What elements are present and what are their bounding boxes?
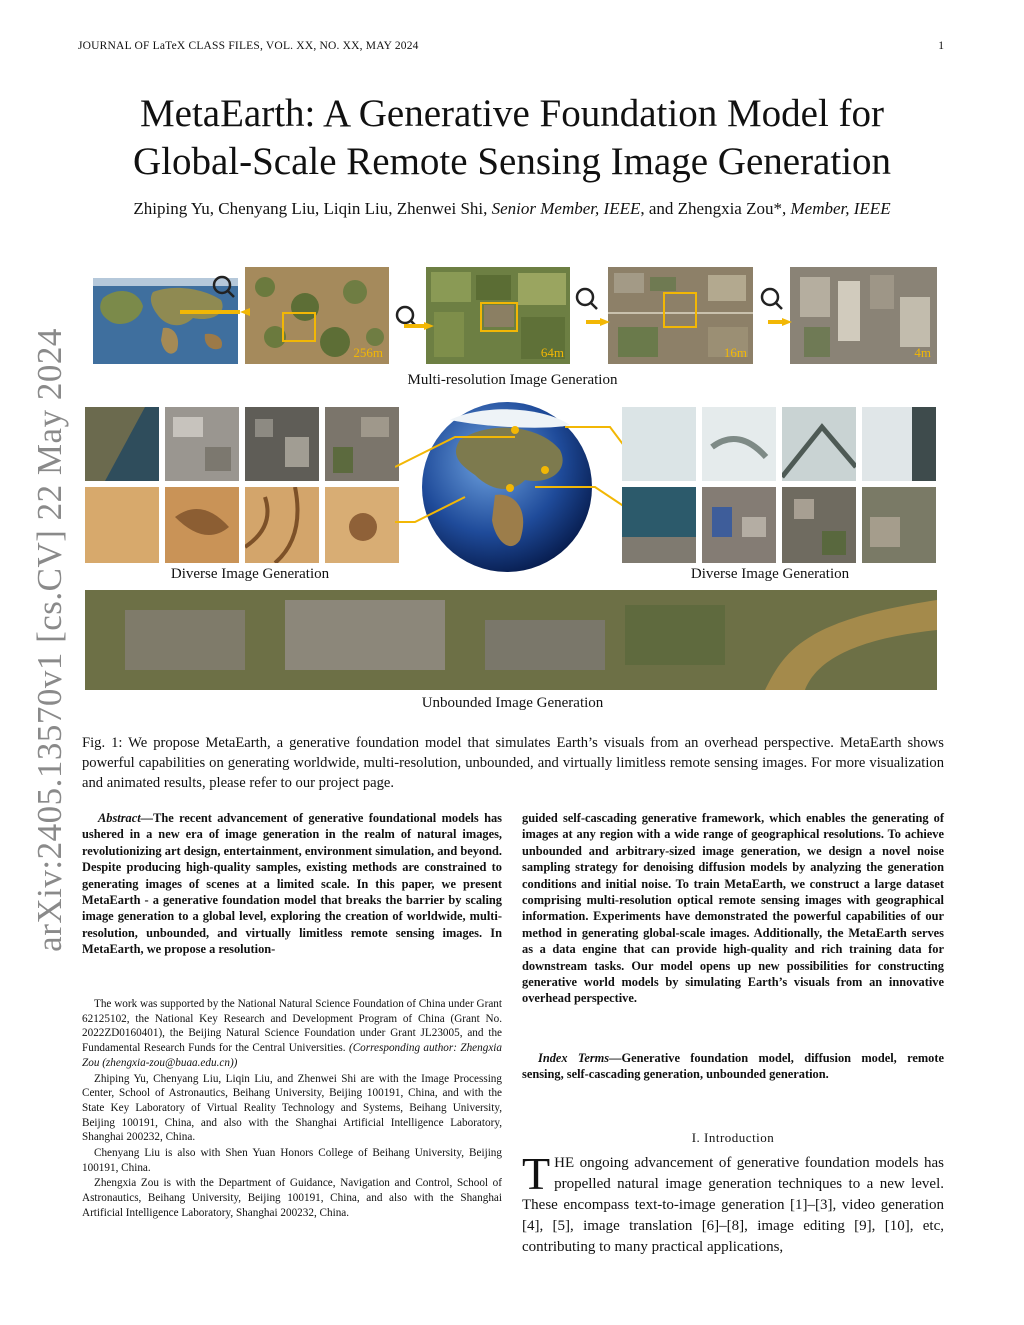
abstract-text-left: The recent advancement of generative foundational models has ushered in a new era of image generation in the realm of natural images, revolutionizing art design, entertainment, environment simulation, and beyond. Despite producing high-quality samples, existing methods are constrained to generating images of scenes at a limited scale. In this paper, we present MetaEarth - a generative foundation model that breaks the barrier by scaling image generation to a global level, exploring the creation of worldwide, multi-resolution, unbounded, and virtually limitless remote sensing images. In MetaEarth, we propose a resolution- (82, 811, 502, 957)
globe-pointer-lines (395, 407, 625, 567)
arxiv-watermark: arXiv:2405.13570v1 [cs.CV] 22 May 2024 (30, 328, 69, 952)
author-names-2: , and Zhengxia Zou*, (640, 199, 791, 218)
footnote-affiliation: Zhiping Yu, Chenyang Liu, Liqin Liu, and Zhenwei Shi are with the Image Processing Center, School of Astronautics, Beihang University, Beijing 100191, China, and with the State Key Laboratory of Virtual Reality Technology and Systems, Beihang University, Beijing 100191, China, and also with the Shanghai Artificial Intelligence Laboratory, Shanghai 200232, China. (82, 1072, 502, 1144)
footnote-funding: The work was supported by the National Natural Science Foundation of China under Grant 62125102, the National Key Research and Development Program of China (Grant No. 2022ZD0160401), the Beijing Natural Science Foundation under Grant JL23005, and the Fundamental Research Funds for the Central Universities. (Corresponding author: Zhengxia Zou (zhengxia-zou@buaa.edu.cn)) (82, 998, 502, 1069)
footnotes (82, 997, 502, 1222)
introduction-text: HE ongoing advancement of generative foundation models has propelled natural image generation techniques to a new level. These encompass text-to-image generation [1]–[3], video generation [4], [5], image translation [6]–[8], image editing [9], [10], etc, contributing to many practical applications, (522, 1155, 944, 1255)
diverse-tile-urban-3 (325, 407, 399, 481)
title-line-2: Global-Scale Remote Sensing Image Generation (132, 140, 892, 183)
diverse-tile-desert-4 (325, 487, 399, 563)
page-number: 1 (938, 40, 944, 52)
abstract-lead: Abstract— (98, 811, 154, 825)
footnote-zou: Zhengxia Zou is with the Department of Guidance, Navigation and Control, School of Astronautics, Beihang University, Beijing 100191, China, and also with the Shanghai Artificial Intelligence Laboratory, Shanghai 200232, China. (82, 1177, 502, 1219)
abstract-right: guided self-cascading generative framework, which enables the generating of images at any region with a wide range of geographical resolutions. To achieve unbounded and arbitrary-sized image generation, we design a novel noise sampling strategy for denoising diffusion models by analyzing the generation conditions and initial noise. To train MetaEarth, we construct a large dataset comprising multi-resolution optical remote sensing images with geographical information. Experiments have demonstrated the powerful capabilities of our method in generating global-scale images. Additionally, the MetaEarth serves as a data engine that can provide high-quality and rich training data for downstream tasks. Our model opens up new possibilities for constructing generative world models by simulating Earth’s visuals from an innovative overhead perspective. (522, 811, 944, 1006)
diverse-tile-desert-3 (245, 487, 319, 563)
paper-title (60, 90, 964, 186)
scale-label-16m: 16m (723, 345, 747, 360)
diverse-tile-urban-2 (245, 407, 319, 481)
diverse-tile-snow-3 (782, 407, 856, 481)
diverse-tile-desert-2 (165, 487, 239, 563)
label-diverse-left: Diverse Image Generation (170, 566, 330, 582)
scale-label-256m: 256m (353, 345, 383, 360)
author-role-1: Senior Member, IEEE (491, 199, 641, 218)
diverse-tile-city-2 (782, 487, 856, 563)
label-multires: Multi-resolution Image Generation (407, 372, 618, 388)
index-terms-text: Generative foundation model, diffusion model, remote sensing, self-cascading generation, unbounded generation. (522, 1051, 944, 1082)
index-terms (522, 1050, 944, 1083)
scale-label-64m: 64m (540, 345, 564, 360)
section-heading-introduction: I. Introduction (691, 1130, 775, 1145)
unbounded-panorama-image (85, 590, 937, 690)
figure-caption: Fig. 1: We propose MetaEarth, a generative foundation model that simulates Earth’s visuals from an overhead perspective. MetaEarth shows powerful capabilities on generating worldwide, multi-resolution, unbounded, and virtually limitless remote sensing images. For more visualization and animated results, please refer to our project page. (82, 735, 944, 791)
diverse-tile-snow-4 (862, 407, 936, 481)
diverse-tile-snow-2 (702, 407, 776, 481)
figure-1 (85, 262, 940, 712)
label-unbounded: Unbounded Image Generation (421, 695, 604, 711)
dropcap: T (522, 1148, 551, 1199)
author-role-2: Member, IEEE (790, 199, 891, 218)
diverse-tile-desert-1 (85, 487, 159, 563)
author-list (60, 199, 964, 219)
zoom-arrows (180, 270, 920, 350)
diverse-tile-coast (85, 407, 159, 481)
scale-label-4m: 4m (914, 345, 931, 360)
diverse-tile-urban-1 (165, 407, 239, 481)
diverse-tile-city-3 (862, 487, 936, 563)
diverse-tile-city-1 (702, 487, 776, 563)
index-terms-lead: Index Terms— (538, 1051, 622, 1065)
running-header: JOURNAL OF LaTeX CLASS FILES, VOL. XX, NO. XX, MAY 2024 (78, 40, 419, 52)
abstract-left (82, 810, 502, 958)
introduction-body (522, 1148, 944, 1258)
label-diverse-right: Diverse Image Generation (690, 566, 850, 582)
diverse-tile-snow-1 (622, 407, 696, 481)
footnote-liu: Chenyang Liu is also with Shen Yuan Honors College of Beihang University, Beijing 100191, China. (82, 1147, 502, 1174)
diverse-tile-water-city (622, 487, 696, 563)
title-line-1: MetaEarth: A Generative Foundation Model for (139, 92, 885, 135)
author-names: Zhiping Yu, Chenyang Liu, Liqin Liu, Zhenwei Shi, (133, 199, 492, 218)
